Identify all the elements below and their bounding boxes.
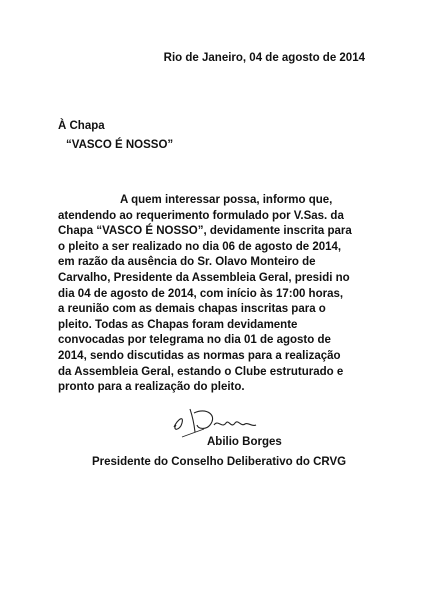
body-line: a reunião com as demais chapas inscritas para o [58,303,326,316]
chapa-name: “VASCO É NOSSO” [66,139,174,151]
body-line: Chapa “VASCO É NOSSO”, devidamente inscrita para [58,225,352,238]
body-line: 2014, sendo discutidas as normas para a realização [58,349,341,362]
body-line: Carvalho, Presidente da Assembleia Geral, presidi no [58,271,350,284]
signer-role: Presidente do Conselho Deliberativo do CRVG [92,456,347,468]
body-line: da Assembleia Geral, estando o Clube estruturado e [58,365,344,378]
addressee: À Chapa [58,120,105,132]
signer-name: Abilio Borges [207,436,282,448]
body-line: pleito. Todas as Chapas foram devidamente [58,318,298,331]
body-line: pronto para a realização do pleito. [58,381,245,394]
handwritten-signature [168,405,268,439]
body-line: convocadas por telegrama no dia 01 de agosto de [58,334,331,347]
body-line: atendendo ao requerimento formulado por V.Sas. da [58,209,344,222]
body-line: A quem interessar possa, informo que, [120,194,333,206]
body-line: dia 04 de agosto de 2014, com início às 17:00 horas, [58,287,344,300]
body-line: em razão da ausência do Sr. Olavo Monteiro de [58,256,316,269]
body-line: o pleito a ser realizado no dia 06 de agosto de 2014, [58,240,342,253]
letter-date: Rio de Janeiro, 04 de agosto de 2014 [163,52,365,64]
letter-body [58,193,370,396]
